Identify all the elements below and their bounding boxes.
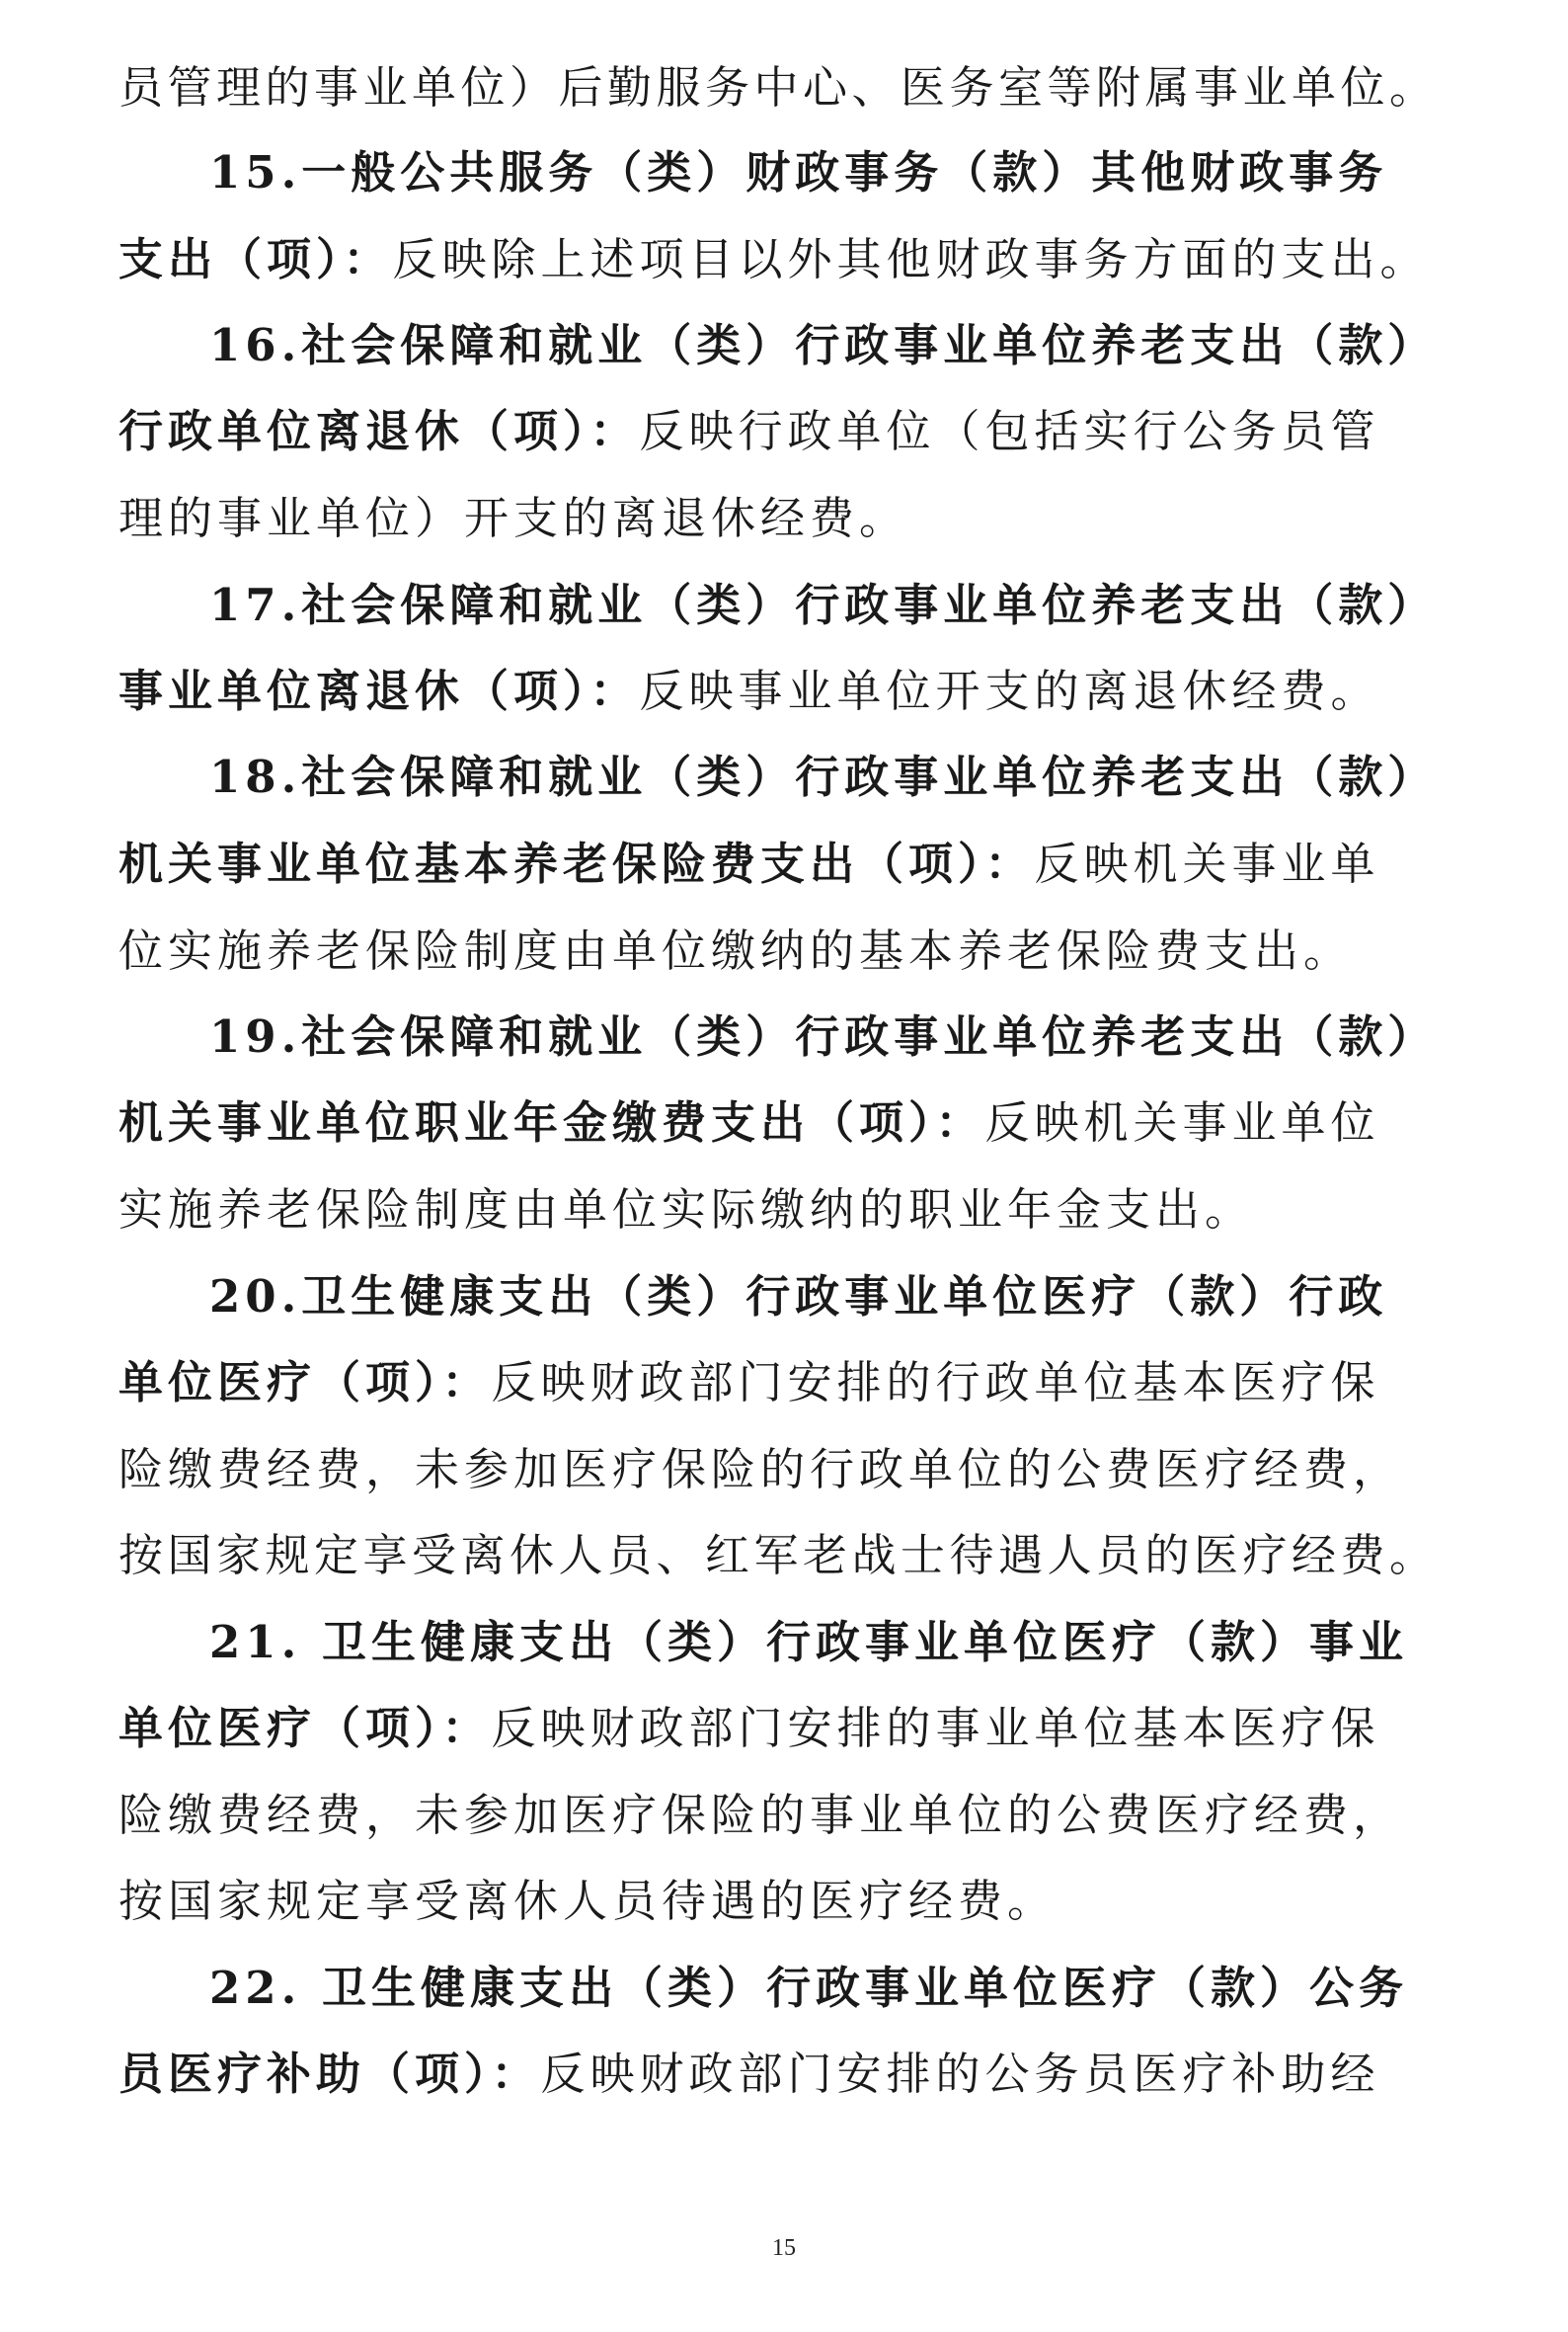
item-heading-17 xyxy=(209,579,1438,631)
line-text: 反映财政部门安排的公务员医疗补助经 xyxy=(540,2048,1380,2100)
text-line xyxy=(118,233,1430,285)
text-line xyxy=(118,405,1380,457)
line-text: 反映财政部门安排的行政单位基本医疗保 xyxy=(491,1356,1380,1408)
item-heading-20 xyxy=(209,1270,1388,1323)
text-line xyxy=(118,1789,1403,1841)
line-bold: 支出（项）： xyxy=(118,233,393,285)
line-text: 反映行政单位（包括实行公务员管 xyxy=(639,405,1380,457)
text-line xyxy=(118,1096,1380,1149)
line-bold: 19.社会保障和就业（类）行政事业单位养老支出（款） xyxy=(209,1010,1438,1063)
line-bold: 17.社会保障和就业（类）行政事业单位养老支出（款） xyxy=(209,579,1438,631)
line-text: 反映事业单位开支的离退休经费。 xyxy=(639,665,1380,717)
line-text: 反映机关事业单位 xyxy=(984,1096,1380,1149)
line-bold: 18.社会保障和就业（类）行政事业单位养老支出（款） xyxy=(209,751,1438,803)
line-text: 按国家规定享受离休人员待遇的医疗经费。 xyxy=(118,1875,1058,1927)
line-text: 险缴费经费，未参加医疗保险的行政单位的公费医疗经费， xyxy=(118,1443,1403,1495)
item-heading-22 xyxy=(209,1962,1408,2014)
text-line xyxy=(118,1702,1380,1754)
line-bold: 15.一般公共服务（类）财政事务（款）其他财政事务 xyxy=(209,146,1388,199)
line-text: 险缴费经费，未参加医疗保险的事业单位的公费医疗经费， xyxy=(118,1789,1403,1841)
text-line xyxy=(118,1443,1403,1495)
text-line xyxy=(118,1183,1255,1236)
text-line xyxy=(118,2048,1380,2100)
line-bold: 单位医疗（项）： xyxy=(118,1356,492,1408)
line-text: 按国家规定享受离休人员、红军老战士待遇人员的医疗经费。 xyxy=(118,1529,1439,1581)
item-heading-18 xyxy=(209,751,1438,803)
line-text: 员管理的事业单位）后勤服务中心、医务室等附属事业单位。 xyxy=(118,61,1439,114)
line-bold: 21. 卫生健康支出（类）行政事业单位医疗（款）事业 xyxy=(209,1616,1408,1668)
line-bold: 22. 卫生健康支出（类）行政事业单位医疗（款）公务 xyxy=(209,1962,1408,2014)
line-text: 理的事业单位）开支的离退休经费。 xyxy=(118,492,909,544)
text-line xyxy=(118,1875,1058,1927)
line-bold: 16.社会保障和就业（类）行政事业单位养老支出（款） xyxy=(209,319,1438,371)
line-text: 反映除上述项目以外其他财政事务方面的支出。 xyxy=(392,233,1430,285)
line-text: 反映机关事业单 xyxy=(1034,838,1380,890)
item-heading-21 xyxy=(209,1616,1408,1668)
text-line xyxy=(118,492,909,544)
line-bold: 事业单位离退休（项）： xyxy=(118,665,640,717)
text-line xyxy=(118,925,1354,977)
line-text: 实施养老保险制度由单位实际缴纳的职业年金支出。 xyxy=(118,1183,1255,1236)
text-line xyxy=(118,665,1380,717)
line-text: 反映财政部门安排的事业单位基本医疗保 xyxy=(491,1702,1380,1754)
page-number: 15 xyxy=(772,2235,796,2261)
line-text: 位实施养老保险制度由单位缴纳的基本养老保险费支出。 xyxy=(118,925,1354,977)
item-heading-19 xyxy=(209,1010,1438,1063)
line-bold: 行政单位离退休（项）： xyxy=(118,405,640,457)
item-heading-15 xyxy=(209,146,1388,199)
item-heading-16 xyxy=(209,319,1438,371)
line-bold: 机关事业单位基本养老保险费支出（项）： xyxy=(118,838,1035,890)
line-bold: 机关事业单位职业年金缴费支出（项）： xyxy=(118,1096,985,1149)
text-line xyxy=(118,1356,1380,1408)
line-bold: 单位医疗（项）： xyxy=(118,1702,492,1754)
text-line xyxy=(118,1529,1439,1581)
text-line xyxy=(118,838,1380,890)
line-bold: 20.卫生健康支出（类）行政事业单位医疗（款）行政 xyxy=(209,1270,1388,1323)
text-line xyxy=(118,61,1439,114)
line-bold: 员医疗补助（项）： xyxy=(118,2048,541,2100)
